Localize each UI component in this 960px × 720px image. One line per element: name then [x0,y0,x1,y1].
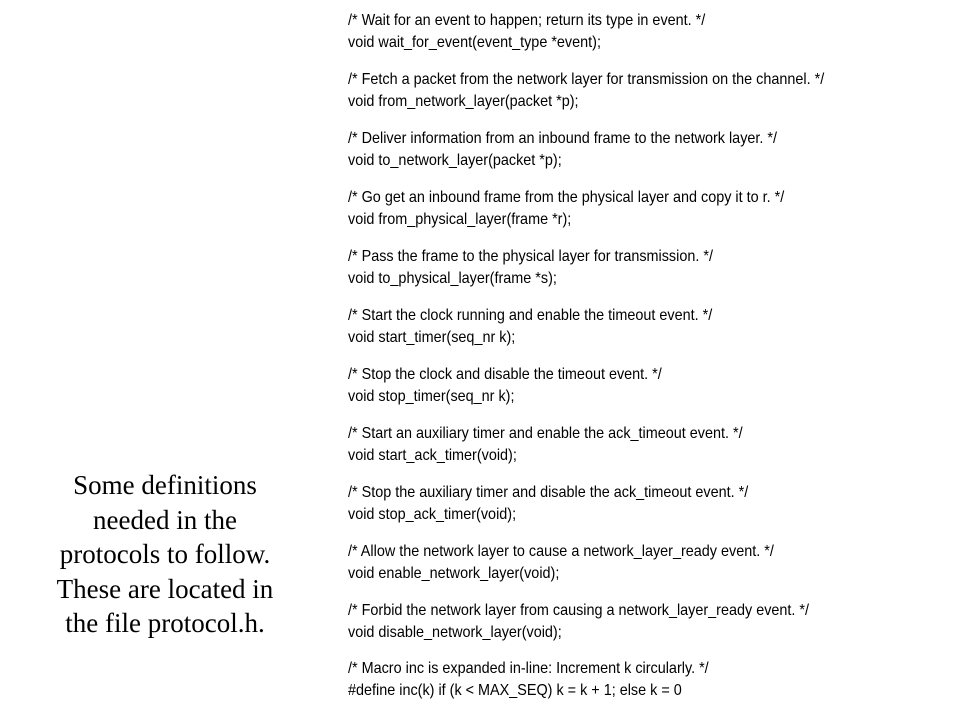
definition-comment: /* Deliver information from an inbound frame to the network layer. */ [348,130,778,147]
definition-comment: /* Fetch a packet from the network layer for transmission on the channel. */ [348,71,825,88]
definition-stop-timer [348,364,948,408]
slide-caption [20,468,310,641]
definition-comment: /* Forbid the network layer from causing a network_layer_ready event. */ [348,602,810,619]
definition-comment: /* Stop the clock and disable the timeout event. */ [348,366,662,383]
caption-line: These are located in [56,573,274,604]
definition-code: void enable_network_layer(void); [348,565,560,582]
definition-to-physical-layer [348,246,948,290]
definition-code: void wait_for_event(event_type *event); [348,34,601,51]
definition-comment: /* Pass the frame to the physical layer for transmission. */ [348,248,713,265]
definition-enable-network-layer [348,541,948,585]
definition-comment: /* Go get an inbound frame from the physical layer and copy it to r. */ [348,189,785,206]
definition-code: void stop_timer(seq_nr k); [348,388,515,405]
definition-code: void from_physical_layer(frame *r); [348,211,572,228]
definition-stop-ack-timer [348,482,948,526]
definition-comment: /* Wait for an event to happen; return its type in event. */ [348,12,706,29]
definition-code: void stop_ack_timer(void); [348,506,517,523]
definition-start-ack-timer [348,423,948,467]
definition-comment: /* Macro inc is expanded in-line: Increment k circularly. */ [348,660,709,677]
definition-wait-for-event [348,10,948,54]
caption-line: the file protocol.h. [65,608,265,638]
definition-code: void disable_network_layer(void); [348,624,562,641]
caption-line: needed in the [93,504,237,535]
definition-code: void to_network_layer(packet *p); [348,152,562,169]
definition-code: void start_timer(seq_nr k); [348,329,516,346]
definition-comment: /* Start the clock running and enable the timeout event. */ [348,307,713,324]
definition-to-network-layer [348,128,948,172]
definition-code: void to_physical_layer(frame *s); [348,270,557,287]
definition-comment: /* Start an auxiliary timer and enable the ack_timeout event. */ [348,425,743,442]
definition-comment: /* Stop the auxiliary timer and disable the ack_timeout event. */ [348,484,749,501]
definition-inc-macro [348,658,948,702]
caption-line: protocols to follow. [59,539,271,569]
definition-code: void start_ack_timer(void); [348,447,517,464]
definition-comment: /* Allow the network layer to cause a network_layer_ready event. */ [348,543,774,560]
caption-line: Some definitions [73,470,257,500]
definition-code: #define inc(k) if (k < MAX_SEQ) k = k + 1; else k = 0 [348,682,682,699]
definition-from-physical-layer [348,187,948,231]
definition-from-network-layer [348,69,948,113]
definition-code: void from_network_layer(packet *p); [348,93,579,110]
definition-disable-network-layer [348,600,948,644]
definition-start-timer [348,305,948,349]
